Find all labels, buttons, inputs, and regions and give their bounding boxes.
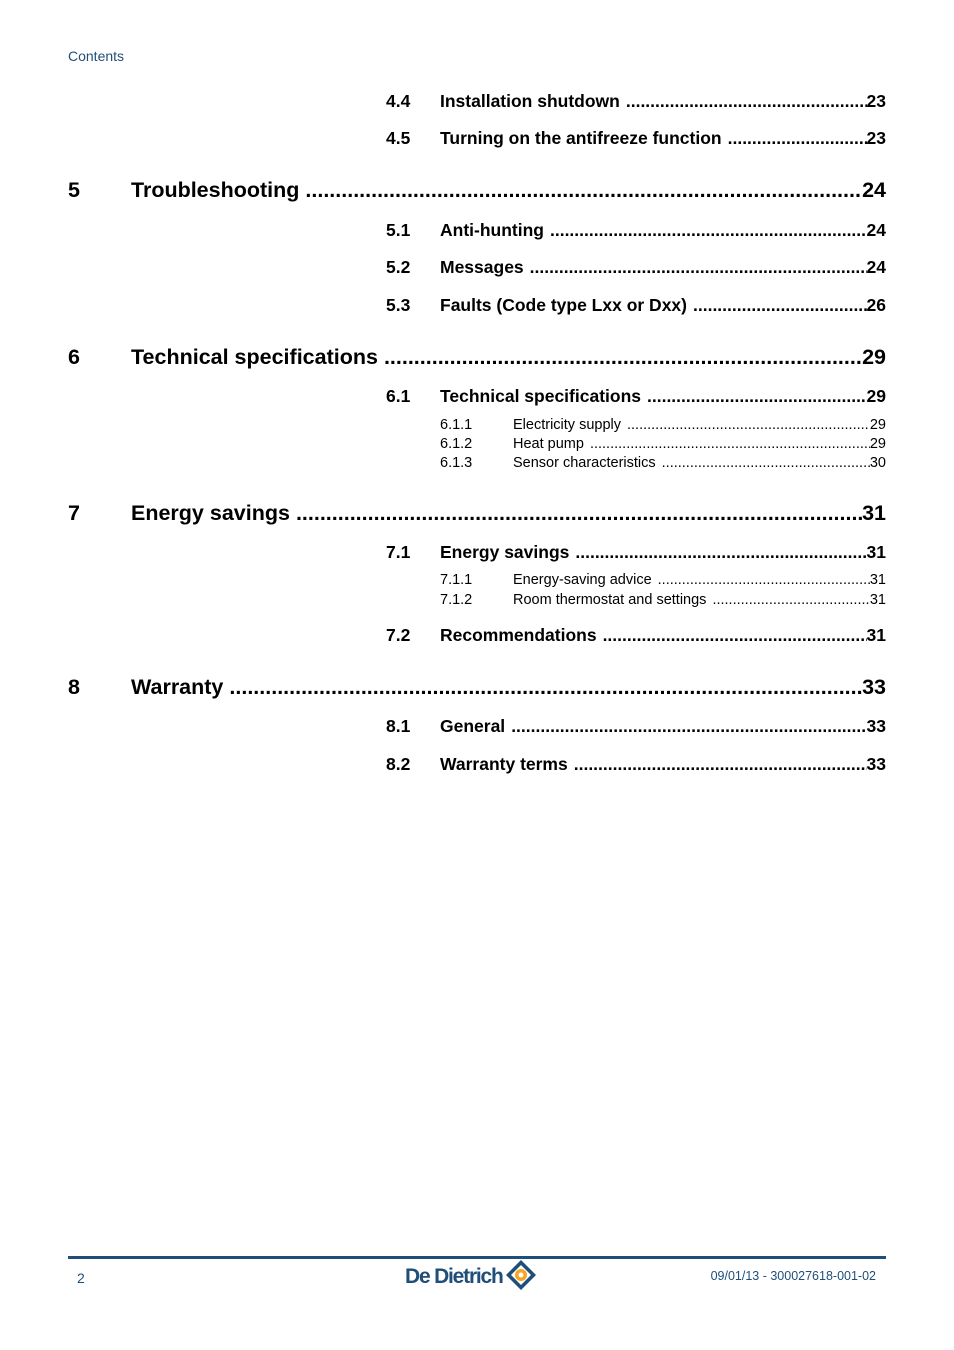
- toc-page: 30: [869, 455, 886, 471]
- toc-title: Messages: [440, 257, 524, 277]
- toc-chapter-5[interactable]: [68, 178, 886, 203]
- toc-entry-8-1[interactable]: [386, 716, 886, 737]
- dot-leader: [658, 572, 870, 588]
- toc-title: Technical specifications: [131, 345, 378, 369]
- dot-leader: [647, 386, 867, 407]
- toc-number: 6.1.2: [440, 436, 473, 452]
- toc-entry-5-1[interactable]: [386, 220, 886, 241]
- toc-number: 7.1.1: [440, 572, 473, 588]
- dot-leader: [712, 592, 869, 608]
- dot-leader: [603, 625, 867, 646]
- dot-leader: [530, 257, 867, 278]
- dot-leader: [575, 542, 866, 563]
- toc-entry-4-5[interactable]: [386, 128, 886, 149]
- page-number: 2: [77, 1270, 85, 1286]
- toc-number: 8: [68, 675, 80, 699]
- toc-page: 31: [866, 542, 886, 562]
- toc-page: 23: [866, 128, 886, 148]
- toc-page: 33: [866, 716, 886, 736]
- toc-chapter-7[interactable]: [68, 501, 886, 526]
- toc-title: Installation shutdown: [440, 91, 620, 111]
- toc-title: Electricity supply: [513, 417, 621, 433]
- toc-title: Heat pump: [513, 436, 584, 452]
- dot-leader: [627, 417, 870, 433]
- dot-leader: [296, 501, 862, 526]
- dot-leader: [229, 675, 862, 700]
- document-reference: 09/01/13 - 300027618-001-02: [710, 1269, 876, 1283]
- toc-number: 7.1: [386, 542, 411, 562]
- toc-page: 24: [866, 220, 886, 240]
- dot-leader: [384, 345, 862, 370]
- toc-number: 5.2: [386, 257, 411, 277]
- toc-entry-7-2[interactable]: [386, 625, 886, 646]
- toc-entry-6-1[interactable]: [386, 386, 886, 407]
- toc-entry-5-2[interactable]: [386, 257, 886, 278]
- toc-page: 33: [866, 754, 886, 774]
- toc-number: 6: [68, 345, 80, 369]
- brand-name: De Dietrich: [405, 1265, 503, 1288]
- toc-number: 7.2: [386, 625, 411, 645]
- toc-title: Recommendations: [440, 625, 597, 645]
- toc-page: 29: [869, 417, 886, 433]
- toc-entry-8-2[interactable]: [386, 754, 886, 775]
- de-dietrich-diamond-icon: [505, 1259, 537, 1296]
- toc-page: 31: [869, 592, 886, 608]
- toc-number: 4.5: [386, 128, 411, 148]
- toc-title: Troubleshooting: [131, 178, 300, 202]
- toc-entry-6-1-1[interactable]: [440, 417, 886, 433]
- dot-leader: [550, 220, 867, 241]
- dot-leader: [511, 716, 866, 737]
- dot-leader: [626, 91, 867, 112]
- running-header: Contents: [68, 48, 125, 64]
- toc-entry-7-1[interactable]: [386, 542, 886, 563]
- dot-leader: [662, 455, 870, 471]
- toc-title: Warranty: [131, 675, 224, 699]
- toc-number: 5: [68, 178, 80, 202]
- toc-entry-7-1-1[interactable]: [440, 572, 886, 588]
- toc-entry-7-1-2[interactable]: [440, 592, 886, 608]
- dot-leader: [574, 754, 867, 775]
- toc-number: 7.1.2: [440, 592, 473, 608]
- dot-leader: [693, 295, 867, 316]
- toc-entry-4-4[interactable]: [386, 91, 886, 112]
- brand-logo: [405, 1261, 537, 1293]
- toc-number: 6.1.1: [440, 417, 473, 433]
- toc-title: Technical specifications: [440, 386, 641, 406]
- toc-page: 26: [866, 295, 886, 315]
- toc-number: 4.4: [386, 91, 411, 111]
- dot-leader: [728, 128, 867, 149]
- toc-title: Energy savings: [440, 542, 570, 562]
- toc-page: 29: [869, 436, 886, 452]
- toc-page: 31: [869, 572, 886, 588]
- toc-number: 5.3: [386, 295, 411, 315]
- toc-title: Room thermostat and settings: [513, 592, 707, 608]
- dot-leader: [305, 178, 862, 203]
- toc-number: 8.1: [386, 716, 411, 736]
- toc-page: 24: [862, 178, 886, 202]
- dot-leader: [590, 436, 870, 452]
- toc-number: 6.1: [386, 386, 411, 406]
- toc-title: Energy-saving advice: [513, 572, 652, 588]
- toc-title: Warranty terms: [440, 754, 568, 774]
- toc-title: Sensor characteristics: [513, 455, 656, 471]
- toc-page: 31: [866, 625, 886, 645]
- toc-title: Faults (Code type Lxx or Dxx): [440, 295, 687, 315]
- toc-title: Anti-hunting: [440, 220, 544, 240]
- toc-number: 8.2: [386, 754, 411, 774]
- toc-page: 31: [862, 501, 886, 525]
- toc-page: 29: [862, 345, 886, 369]
- toc-chapter-6[interactable]: [68, 345, 886, 370]
- toc-number: 5.1: [386, 220, 411, 240]
- toc-number: 6.1.3: [440, 455, 473, 471]
- toc-page: 29: [866, 386, 886, 406]
- toc-title: Turning on the antifreeze function: [440, 128, 722, 148]
- toc-chapter-8[interactable]: [68, 675, 886, 700]
- toc-page: 33: [862, 675, 886, 699]
- toc-entry-6-1-3[interactable]: [440, 455, 886, 471]
- toc-title: General: [440, 716, 506, 736]
- toc-entry-5-3[interactable]: [386, 295, 886, 316]
- footer-divider: [68, 1256, 886, 1259]
- toc-page: 23: [866, 91, 886, 111]
- toc-page: 24: [866, 257, 886, 277]
- toc-title: Energy savings: [131, 501, 290, 525]
- toc-number: 7: [68, 501, 80, 525]
- toc-entry-6-1-2[interactable]: [440, 436, 886, 452]
